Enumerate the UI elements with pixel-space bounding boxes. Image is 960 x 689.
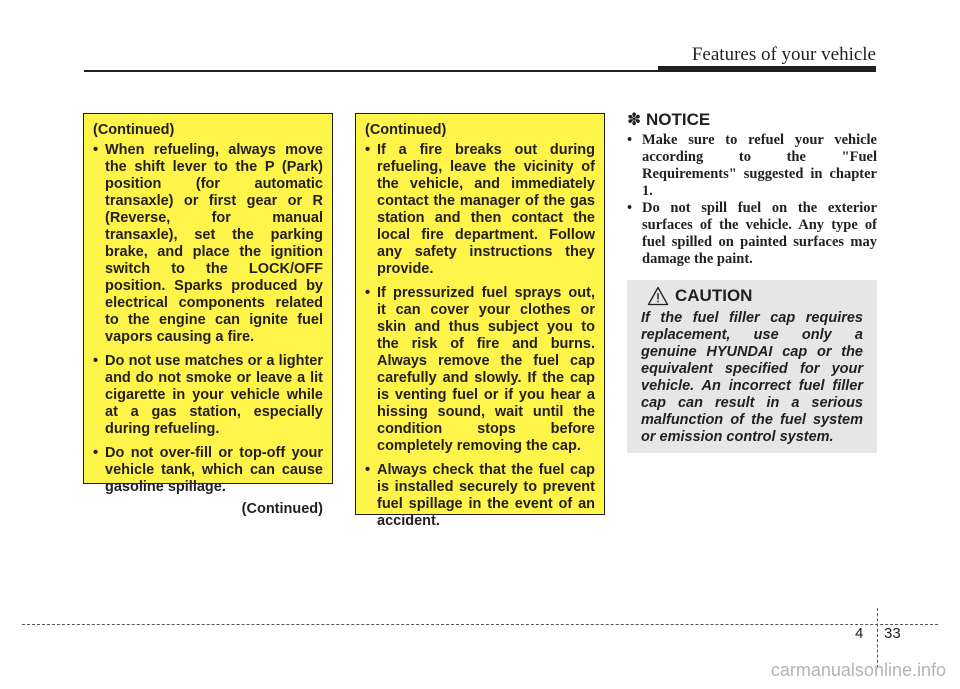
warning-item: • When refueling, always move the shift lever to the P (Park) position (for automatic transaxle) or first gear or R (Reverse, for manual transaxle), set the parking brake, and place the ignition switch to the LOCK/OFF position. Sparks produced by electrical components related to the engine can ignite fuel vapors causing a fire. [93, 142, 323, 346]
caution-text: If the fuel filler cap requires replacement, use only a genuine HYUNDAI cap or the equivalent specified for your vehicle. An incorrect fuel filler cap can result in a serious malfunction of the fuel system or emission control system. [641, 310, 863, 445]
notice-section [627, 110, 877, 268]
notice-item: • Do not spill fuel on the exterior surfaces of the vehicle. Any type of fuel spilled on painted surfaces may damage the paint. [627, 200, 877, 268]
notice-title: NOTICE [645, 110, 711, 129]
warning-list [365, 142, 595, 530]
warning-triangle-icon [647, 286, 669, 306]
footer-dashed-divider [877, 608, 878, 668]
continued-label: (Continued) [365, 122, 447, 138]
notice-list [627, 132, 877, 268]
header-rule-thick [658, 66, 876, 72]
warning-item: • Always check that the fuel cap is installed securely to prevent fuel spillage in the event of an accident. [365, 462, 595, 530]
caution-box [627, 280, 877, 453]
warning-list [93, 142, 323, 496]
warning-item: • Do not over-fill or top-off your vehicle tank, which can cause gasoline spillage. [93, 445, 323, 496]
caution-heading [647, 286, 869, 306]
footer-dashed-rule [22, 624, 938, 625]
page-number: 33 [884, 625, 901, 642]
asterisk-icon: ✽ [627, 110, 642, 129]
notice-item: • Make sure to refuel your vehicle according to the "Fuel Requirements" suggested in chapter 1. [627, 132, 877, 200]
caution-title: CAUTION [675, 286, 753, 305]
watermark: carmanualsonline.info [770, 660, 946, 680]
warning-item: • Do not use matches or a lighter and do not smoke or leave a lit cigarette in your vehicle while at a gas station, especially during refueling. [93, 353, 323, 438]
page-header-title: Features of your vehicle [691, 44, 876, 65]
continued-label: (Continued) [241, 501, 323, 517]
notice-heading [627, 110, 877, 130]
continued-label: (Continued) [93, 122, 175, 138]
warning-box-continued-2 [355, 113, 605, 529]
warning-item: • If a fire breaks out during refueling, leave the vicinity of the vehicle, and immediately contact the manager of the gas station and then contact the local fire department. Follow any safety instructions they provide. [365, 142, 595, 278]
warning-item: • If pressurized fuel sprays out, it can cover your clothes or skin and thus subject you to the risk of fire and burns. Always remove the fuel cap carefully and slowly. If the cap is venting fuel or if you hear a hissing sound, wait until the condition stops before completely removing the cap. [365, 285, 595, 455]
chapter-number: 4 [855, 625, 864, 642]
warning-box-continued-1 [83, 113, 333, 517]
